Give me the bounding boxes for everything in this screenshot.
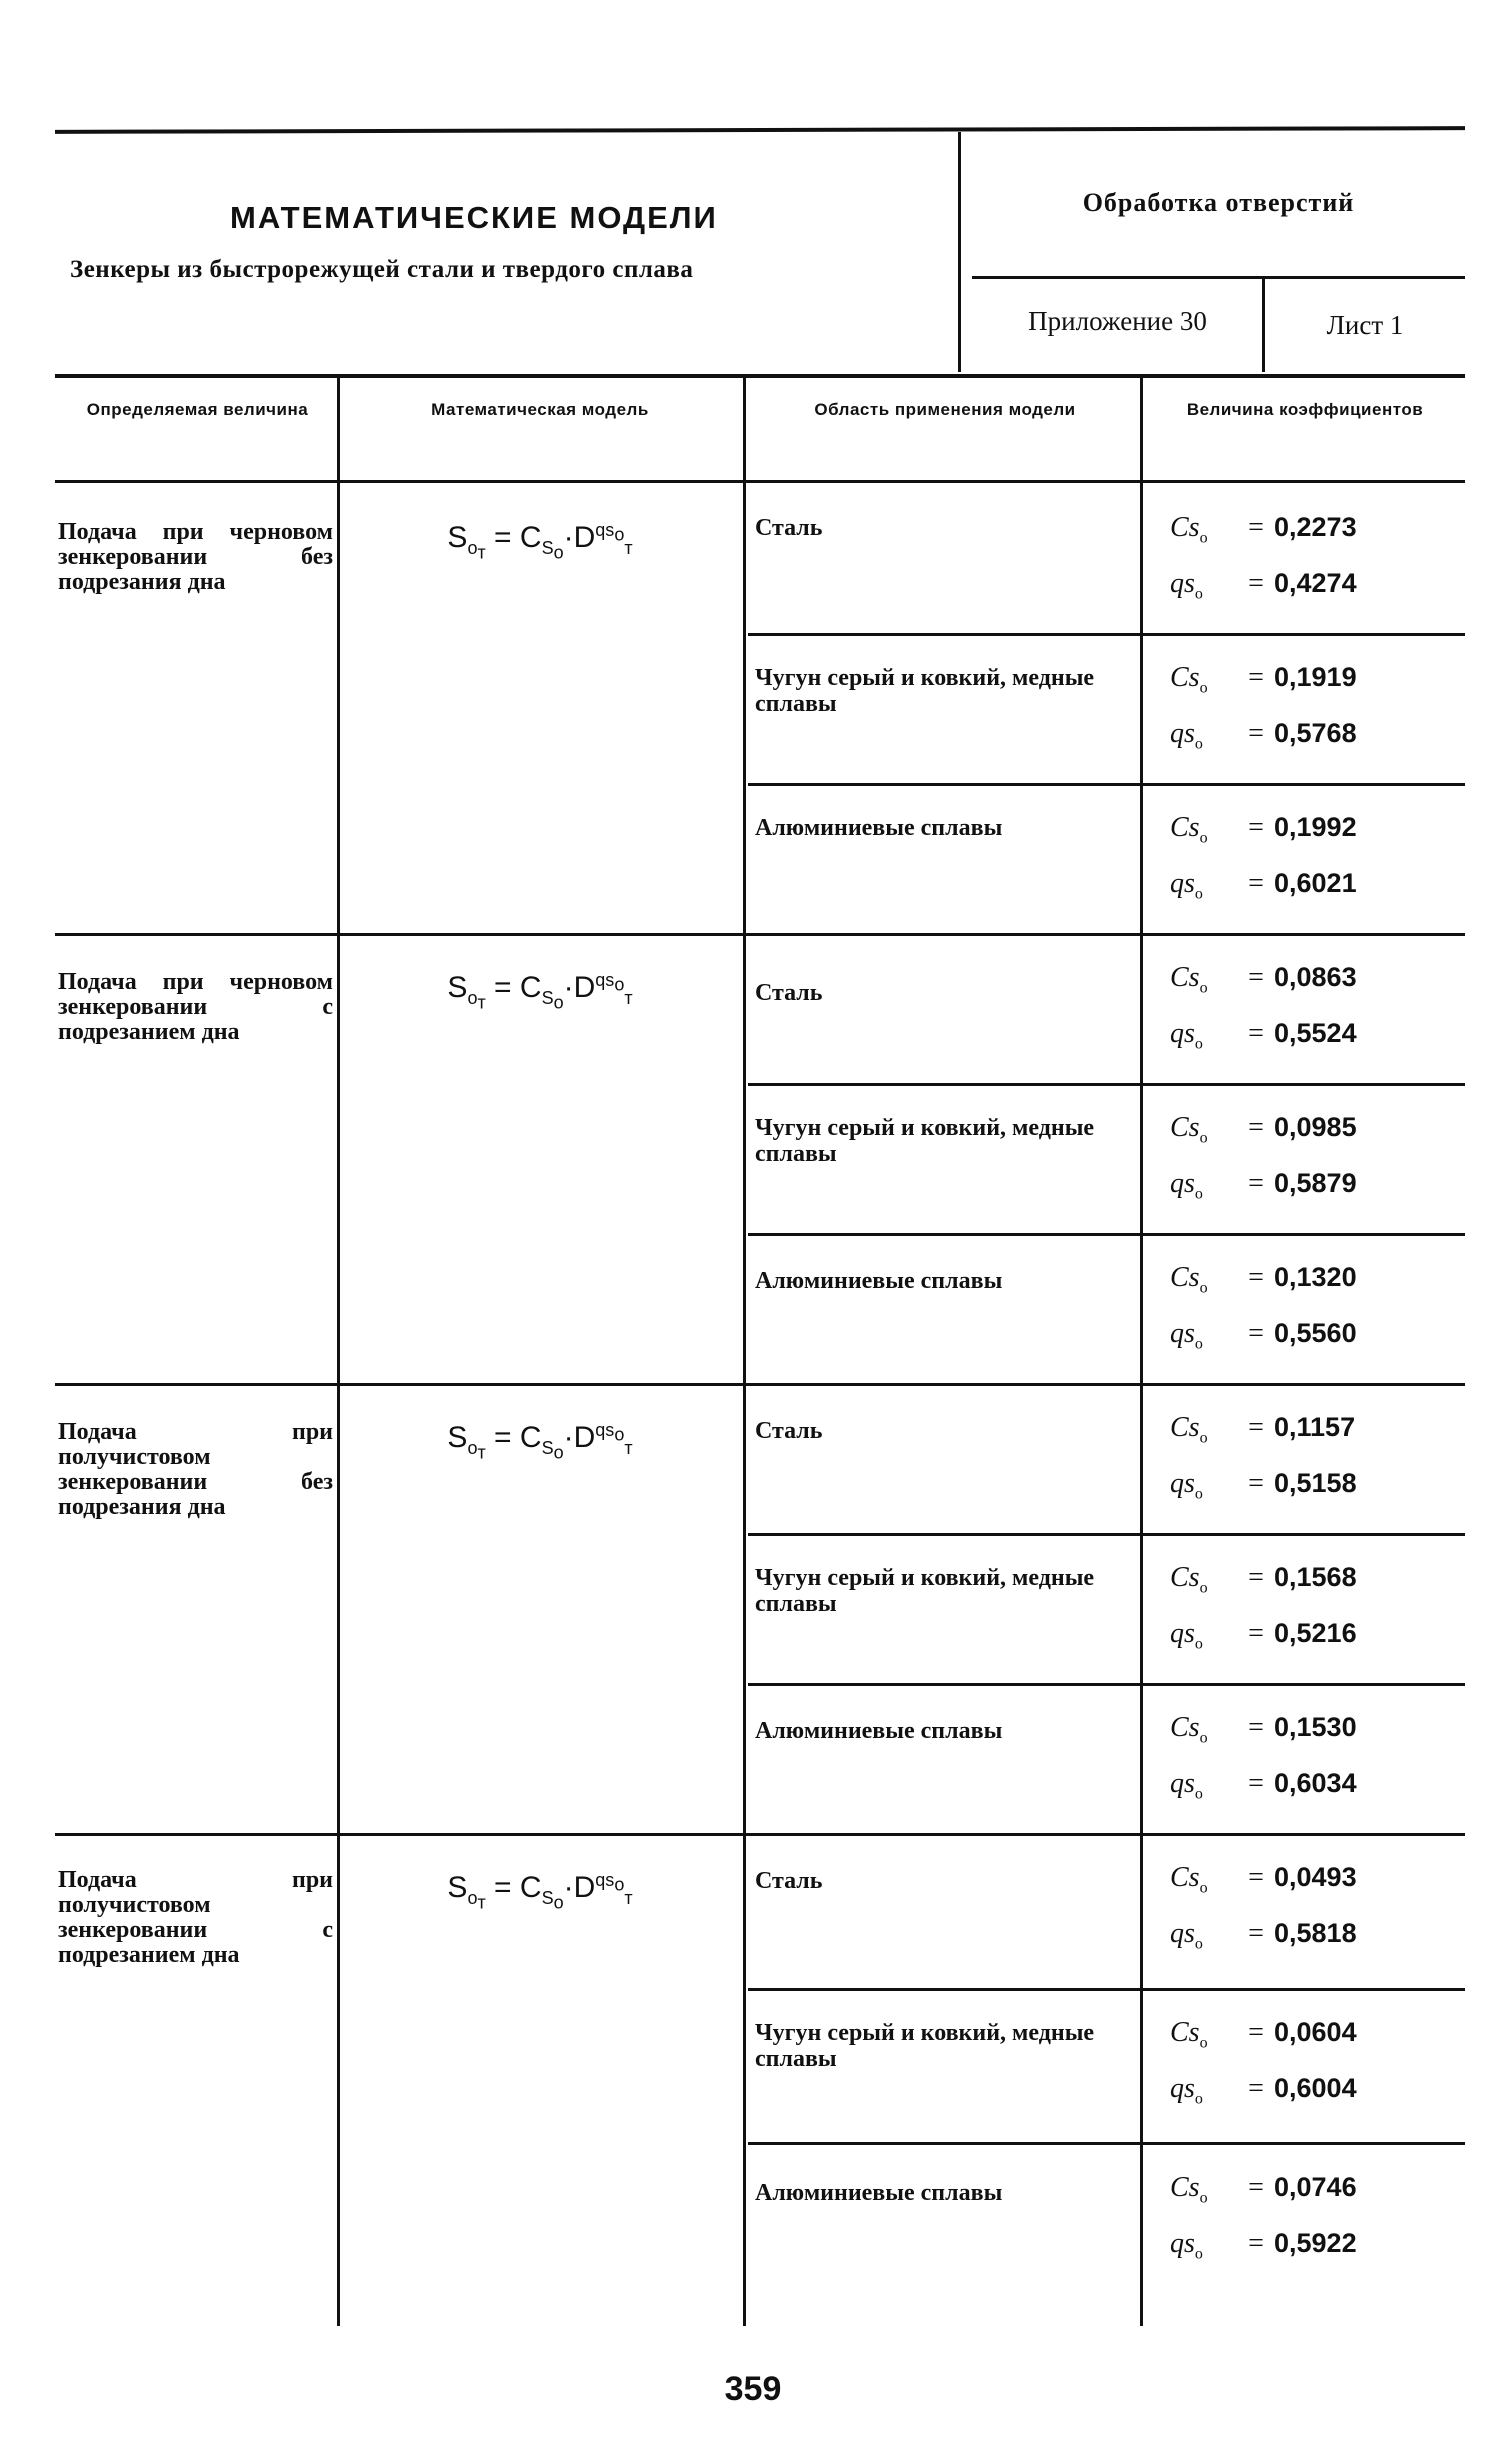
coefficient-cell: $Cs_o = 0,0985$ $qs_o = 0,5879$: [1170, 1112, 1357, 1203]
coefficient-cell: $Cs_o = 0,0493$ $qs_o = 0,5818$: [1170, 1862, 1357, 1953]
quantity-cell: Подача при получистовом зенкеровании с подрезанием дна: [58, 1867, 333, 1968]
area-cell: Чугун серый и ковкий, медные сплавы: [755, 665, 1095, 717]
column-header-model: Математическая модель: [431, 400, 649, 419]
quantity-cell: Подача при получистовом зенкеровании без подрезания дна: [58, 1419, 333, 1520]
section-title: Обработка отверстий: [1082, 188, 1355, 217]
page-number: 359: [724, 2370, 782, 2408]
coefficient-cell: $Cs_o = 0,1320$ $qs_o = 0,5560$: [1170, 1262, 1357, 1353]
area-cell: Алюминиевые сплавы: [755, 2180, 1003, 2206]
row-divider: [748, 1988, 1465, 1991]
quantity-cell: Подача при черновом зенкеровании с подрезанием дна: [58, 969, 333, 1045]
area-cell: Чугун серый и ковкий, медные сплавы: [755, 1565, 1095, 1617]
row-divider: [748, 2142, 1465, 2145]
coefficient-cell: $Cs_o = 0,1919$ $qs_o = 0,5768$: [1170, 662, 1357, 753]
page-title: МАТЕМАТИЧЕСКИЕ МОДЕЛИ: [230, 200, 718, 235]
coefficient-cell: $Cs_o = 0,1568$ $qs_o = 0,5216$: [1170, 1562, 1357, 1653]
model-formula: $S_{o_т} = C_{S_o}\cdot D^{qs_o}_т$: [447, 1420, 633, 1463]
row-divider: [748, 783, 1465, 786]
area-cell: Сталь: [755, 980, 823, 1006]
coefficient-cell: $Cs_o = 0,0746$ $qs_o = 0,5922$: [1170, 2172, 1357, 2263]
coefficient-cell: $Cs_o = 0,1157$ $qs_o = 0,5158$: [1170, 1412, 1357, 1503]
coefficient-cell: $Cs_o = 0,2273$ $qs_o = 0,4274$: [1170, 512, 1357, 603]
area-cell: Чугун серый и ковкий, медные сплавы: [755, 1115, 1095, 1167]
area-cell: Сталь: [755, 1868, 823, 1894]
row-divider: [748, 1083, 1465, 1086]
row-divider: [748, 633, 1465, 636]
model-formula: $S_{o_т} = C_{S_o}\cdot D^{qs_o}_т$: [447, 970, 633, 1013]
header-top-rule: [55, 126, 1465, 134]
row-divider: [748, 1233, 1465, 1236]
column-header-area: Область применения модели: [814, 400, 1076, 419]
coefficient-cell: $Cs_o = 0,1530$ $qs_o = 0,6034$: [1170, 1712, 1357, 1803]
group-divider: [55, 933, 1465, 936]
area-cell: Алюминиевые сплавы: [755, 1268, 1003, 1294]
coefficient-cell: $Cs_o = 0,0604$ $qs_o = 0,6004$: [1170, 2017, 1357, 2108]
row-divider: [748, 1533, 1465, 1536]
area-cell: Чугун серый и ковкий, медные сплавы: [755, 2020, 1095, 2072]
group-divider: [55, 1833, 1465, 1836]
sheet-label: Лист 1: [1326, 310, 1404, 340]
coefficient-cell: $Cs_o = 0,1992$ $qs_o = 0,6021$: [1170, 812, 1357, 903]
column-header-rule: [55, 480, 1465, 483]
appendix-label: Приложение 30: [1028, 306, 1207, 336]
group-divider: [55, 1383, 1465, 1386]
header-mid-rule: [972, 276, 1465, 279]
column-divider-2: [743, 376, 746, 2326]
area-cell: Алюминиевые сплавы: [755, 1718, 1003, 1744]
header-divider: [958, 132, 961, 372]
quantity-cell: Подача при черновом зенкеровании без подрезания дна: [58, 519, 333, 595]
header-bottom-rule: [55, 374, 1465, 378]
model-formula: $S_{o_т} = C_{S_o}\cdot D^{qs_o}_т$: [447, 1870, 633, 1913]
model-formula: $S_{o_т} = C_{S_o}\cdot D^{qs_o}_т$: [447, 520, 633, 563]
column-header-quantity: Определяемая величина: [86, 400, 309, 419]
column-divider-3: [1140, 376, 1143, 2326]
area-cell: Сталь: [755, 515, 823, 541]
page-subtitle: Зенкеры из быстрорежущей стали и твердого сплава: [70, 256, 694, 283]
row-divider: [748, 1683, 1465, 1686]
coefficient-cell: $Cs_o = 0,0863$ $qs_o = 0,5524$: [1170, 962, 1357, 1053]
area-cell: Сталь: [755, 1418, 823, 1444]
column-divider-1: [337, 376, 340, 2326]
area-cell: Алюминиевые сплавы: [755, 815, 1003, 841]
column-header-coefficients: Величина коэффициентов: [1186, 400, 1424, 419]
